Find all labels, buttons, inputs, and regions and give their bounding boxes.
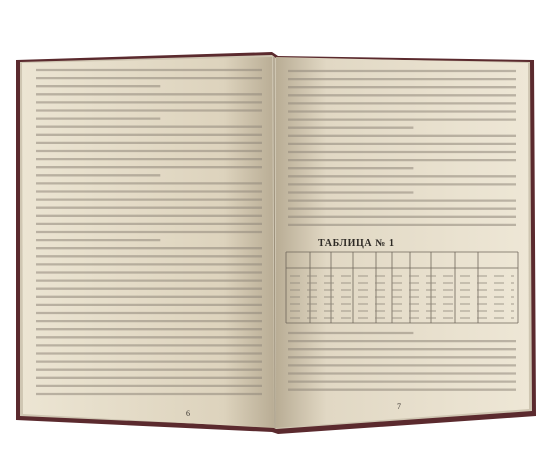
table-title: ТАБЛИЦА № 1 bbox=[318, 238, 395, 249]
left-page-number: 6 bbox=[186, 409, 190, 418]
right-page-number: 7 bbox=[397, 402, 401, 411]
left-page bbox=[22, 57, 274, 428]
